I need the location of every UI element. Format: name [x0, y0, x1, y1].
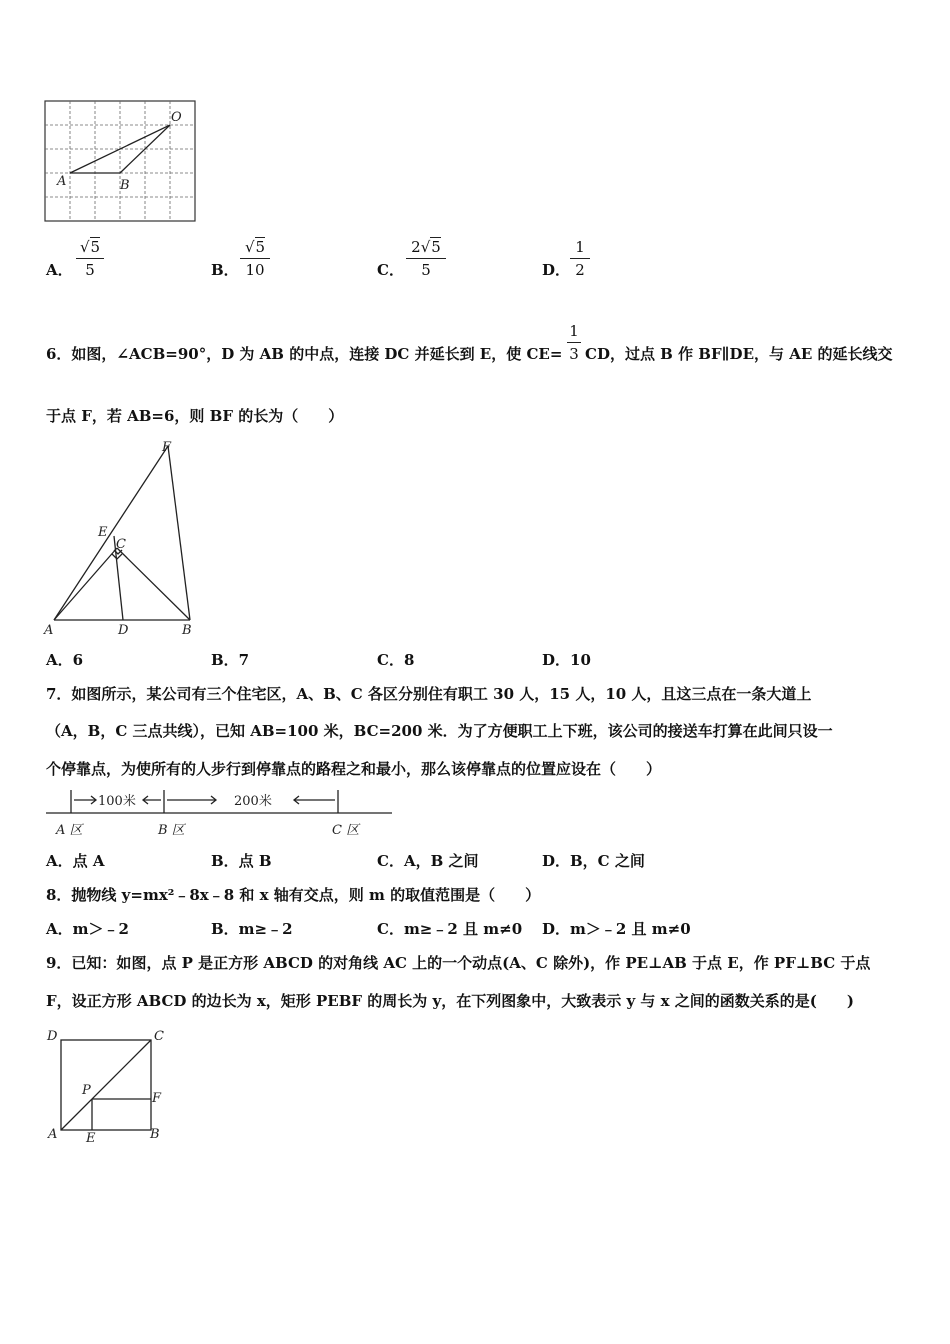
q7-road-figure: [44, 788, 394, 840]
q6-label-c: C: [116, 537, 126, 552]
q8-option-d: D．m＞﹣2 且 m≠0: [542, 920, 691, 938]
q6-label-d: D: [118, 623, 129, 638]
q9-label-d: D: [47, 1029, 58, 1044]
q9-label-b: B: [150, 1127, 160, 1142]
q6-option-c: C．8: [377, 651, 415, 669]
q7-stem-line1: 7．如图所示，某公司有三个住宅区，A、B、C 各区分别住有职工 30 人，15 人，10 人，且这三点在一条大道上: [46, 685, 812, 703]
q9-label-f: F: [152, 1091, 162, 1106]
q5-label-o: O: [171, 110, 182, 125]
q6-stem-line1a: 6．如图，∠ACB=90°，D 为 AB 的中点，连接 DC 并延长到 E，使 CE=: [46, 345, 563, 363]
q6-option-b: B．7: [211, 651, 250, 669]
q5-option-a-letter: A．: [46, 261, 73, 279]
q7-option-b: B．点 B: [211, 852, 272, 870]
q6-option-d: D．10: [542, 651, 591, 669]
q7-option-a: A．点 A: [46, 852, 105, 870]
q6-triangle-figure: [40, 438, 210, 638]
q5-option-c-letter: C．: [377, 261, 404, 279]
q6-label-b: B: [182, 623, 192, 638]
q5-option-c-fraction: $\frac{2√5}{5}$: [406, 236, 446, 281]
q9-square-figure: [44, 1026, 184, 1146]
q9-label-a: A: [48, 1127, 58, 1142]
q5-option-d-fraction: $\frac{1}{2}$: [570, 236, 590, 281]
q6-fraction-one-third: $\frac{1}{3}$: [567, 320, 581, 365]
q6-stem-line2: 于点 F，若 AB=6，则 BF 的长为（ ）: [46, 407, 344, 425]
q5-option-b-fraction: $\frac{√5}{10}$: [240, 236, 270, 281]
q9-label-c: C: [154, 1029, 164, 1044]
q6-label-f: F: [162, 440, 172, 455]
q5-label-b: B: [120, 178, 130, 193]
q6-label-a: A: [44, 623, 54, 638]
q9-label-e: E: [86, 1131, 96, 1146]
q7-option-d: D．B，C 之间: [542, 852, 645, 870]
q7-stem-line3: 个停靠点，为使所有的人步行到停靠点的路程之和最小，那么该停靠点的位置应设在（ ）: [46, 760, 662, 778]
q7-zone-c-label: C 区: [332, 823, 360, 838]
q7-bc-distance-label: 200米: [234, 794, 272, 809]
q9-stem-line2: F，设正方形 ABCD 的边长为 x，矩形 PEBF 的周长为 y，在下列图象中，大致表示 y 与 x 之间的函数关系的是( ): [46, 992, 854, 1010]
q7-stem-line2: （A，B，C 三点共线），已知 AB=100 米，BC=200 米．为了方便职工上下班，该公司的接送车打算在此间只设一: [46, 722, 833, 740]
q7-ab-distance-label: 100米: [98, 794, 136, 809]
q7-option-c: C．A，B 之间: [377, 852, 479, 870]
q5-label-a: A: [57, 174, 67, 189]
q6-option-a: A．6: [46, 651, 84, 669]
q9-label-p: P: [82, 1083, 91, 1098]
q6-stem-line1b: CD，过点 B 作 BF∥DE，与 AE 的延长线交: [585, 345, 893, 363]
q8-option-a: A．m＞﹣2: [46, 920, 129, 938]
q8-option-c: C．m≥﹣2 且 m≠0: [377, 920, 523, 938]
q5-grid-figure: [44, 100, 196, 222]
q9-stem-line1: 9．已知：如图，点 P 是正方形 ABCD 的对角线 AC 上的一个动点(A、C 除外)，作 PE⊥AB 于点 E，作 PF⊥BC 于点: [46, 954, 871, 972]
q8-option-b: B．m≥﹣2: [211, 920, 293, 938]
q7-zone-a-label: A 区: [56, 823, 83, 838]
q6-label-e: E: [98, 525, 108, 540]
q7-zone-b-label: B 区: [158, 823, 185, 838]
q5-option-a-fraction: $\frac{√5}{5}$: [76, 236, 104, 281]
q5-option-d-letter: D．: [542, 261, 571, 279]
q8-stem: 8．抛物线 y=mx²﹣8x﹣8 和 x 轴有交点，则 m 的取值范围是（ ）: [46, 886, 541, 904]
q5-option-b-letter: B．: [211, 261, 239, 279]
